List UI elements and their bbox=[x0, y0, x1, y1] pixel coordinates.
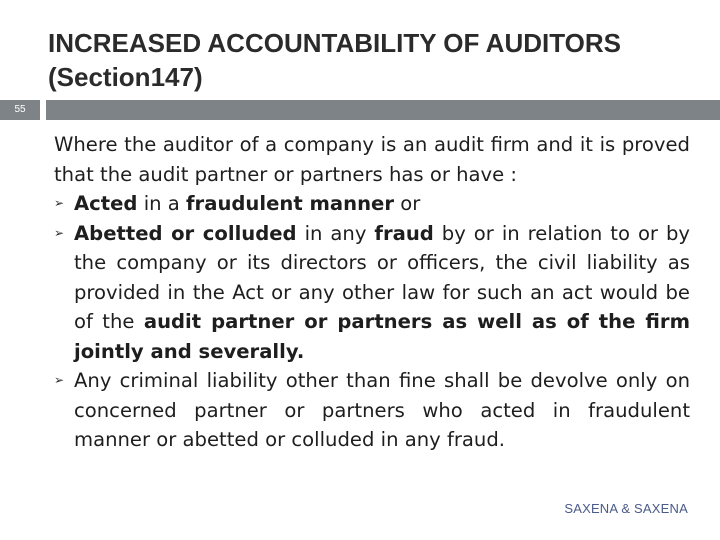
bullet-text-bold: Abetted or colluded bbox=[74, 221, 297, 245]
bullet-item bbox=[54, 219, 690, 367]
bullet-text: in a bbox=[137, 192, 187, 215]
bullet-text-bold: Acted bbox=[74, 192, 138, 215]
arrow-bullet-icon: ➢ bbox=[54, 373, 65, 387]
arrow-bullet-icon: ➢ bbox=[54, 196, 65, 210]
bullet-text-bold: audit partner or partners as well as of the firm jointly and severally. bbox=[74, 310, 690, 363]
bullet-text: in any bbox=[296, 221, 375, 245]
slide-title: INCREASED ACCOUNTABILITY OF AUDITORS (Section147) bbox=[48, 28, 621, 92]
title-divider-bar bbox=[46, 100, 720, 120]
footer-credit: SAXENA & SAXENA bbox=[564, 501, 688, 516]
bullet-text-bold: fraud bbox=[374, 221, 434, 245]
bullet-text: by or in relation to or by the company or its directors or officers, the civil liability as provided in the Act or any other law for such an act would be of the bbox=[74, 221, 690, 333]
page-number: 55 bbox=[0, 100, 40, 120]
intro-paragraph: Where the auditor of a company is an audit firm and it is proved that the audit partner or partners has or have : bbox=[54, 133, 690, 186]
bullet-text: or bbox=[394, 192, 421, 215]
arrow-bullet-icon: ➢ bbox=[54, 225, 65, 240]
bullet-item bbox=[54, 366, 690, 455]
bullet-list bbox=[54, 189, 690, 455]
slide-body bbox=[54, 130, 690, 455]
bullet-text-bold: fraudulent manner bbox=[186, 192, 394, 215]
bullet-text: Any criminal liability other than fine shall be devolve only on concerned partner or partners who acted in fraudulent manner or abetted or colluded in any fraud. bbox=[74, 369, 690, 451]
bullet-item bbox=[54, 189, 690, 219]
